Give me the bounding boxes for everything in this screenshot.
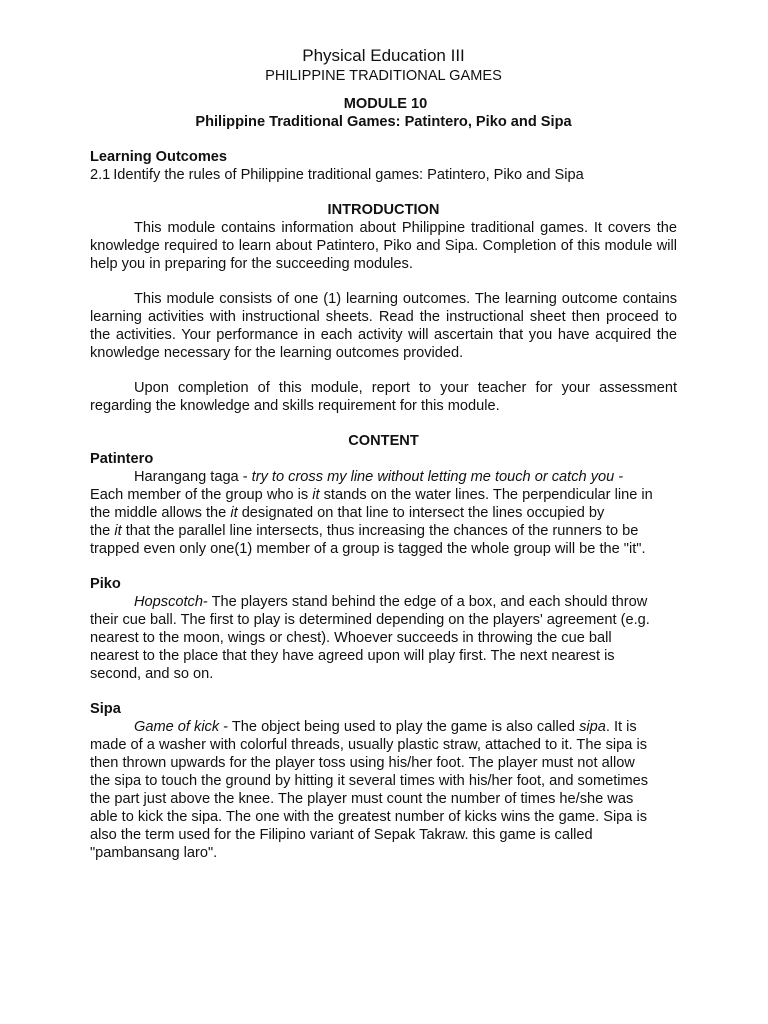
subject-title: PHILIPPINE TRADITIONAL GAMES: [265, 68, 502, 84]
intro-paragraph-3: Upon completion of this module, report to your teacher for your assessment regarding the knowledge and skills requirement for this module.: [90, 380, 677, 414]
intro-paragraph-1: This module contains information about Philippine traditional games. It covers the knowledge required to learn about Patintero, Piko and Sipa. Completion of this module will help you in preparing for the succeeding modules.: [90, 220, 677, 272]
sipa-paragraph: Game of kick - The object being used to play the game is also called sipa. It is made of a washer with colorful threads, usually plastic straw, attached to it. The sipa is then thrown upwards for the player toss using his/her foot. The player must not allow the sipa to touch the ground by hitting it several times with his/her foot, and sometimes the part just above the knee. The player must count the number of times he/she was able to kick the sipa. The one with the greatest number of kicks wins the game. Sipa is also the term used for the Filipino variant of Sepak Takraw. this game is called "pambansang laro".: [90, 719, 649, 861]
course-title: Physical Education III: [302, 46, 465, 65]
learning-outcomes-heading: Learning Outcomes: [90, 149, 228, 165]
intro-paragraph-2: This module consists of one (1) learning outcomes. The learning outcome contains learning activities with instructional sheets. Read the instructional sheet then proceed to the activities. Your performance in each activity will ascertain that you have acquired the knowledge necessary for the learning outcomes provided.: [90, 291, 677, 361]
piko-heading: Piko: [90, 576, 121, 592]
content-heading: CONTENT: [348, 433, 419, 449]
module-number: MODULE 10: [343, 96, 428, 112]
learning-outcome-item: 2.1 Identify the rules of Philippine traditional games: Patintero, Piko and Sipa: [90, 167, 584, 183]
module-title: Philippine Traditional Games: Patintero, Piko and Sipa: [195, 114, 572, 130]
document-page: [90, 45, 677, 862]
introduction-heading: INTRODUCTION: [327, 202, 440, 218]
sipa-heading: Sipa: [90, 701, 121, 717]
patintero-heading: Patintero: [90, 451, 154, 467]
patintero-paragraph: Harangang taga - try to cross my line without letting me touch or catch you - Each member of the group who is it stands on the water lines. The perpendicular line in the middle allows the it designated on that line to intersect the lines occupied by the it that the parallel line intersects, thus increasing the chances of the runners to be trapped even only one(1) member of a group is tagged the whole group will be the "it".: [90, 469, 653, 557]
piko-paragraph: Hopscotch- The players stand behind the edge of a box, and each should throw their cue ball. The first to play is determined depending on the players' agreement (e.g. nearest to the moon, wings or chest). Whoever succeeds in throwing the cue ball nearest to the place that they have agreed upon will play first. The next nearest is second, and so on.: [90, 594, 650, 682]
